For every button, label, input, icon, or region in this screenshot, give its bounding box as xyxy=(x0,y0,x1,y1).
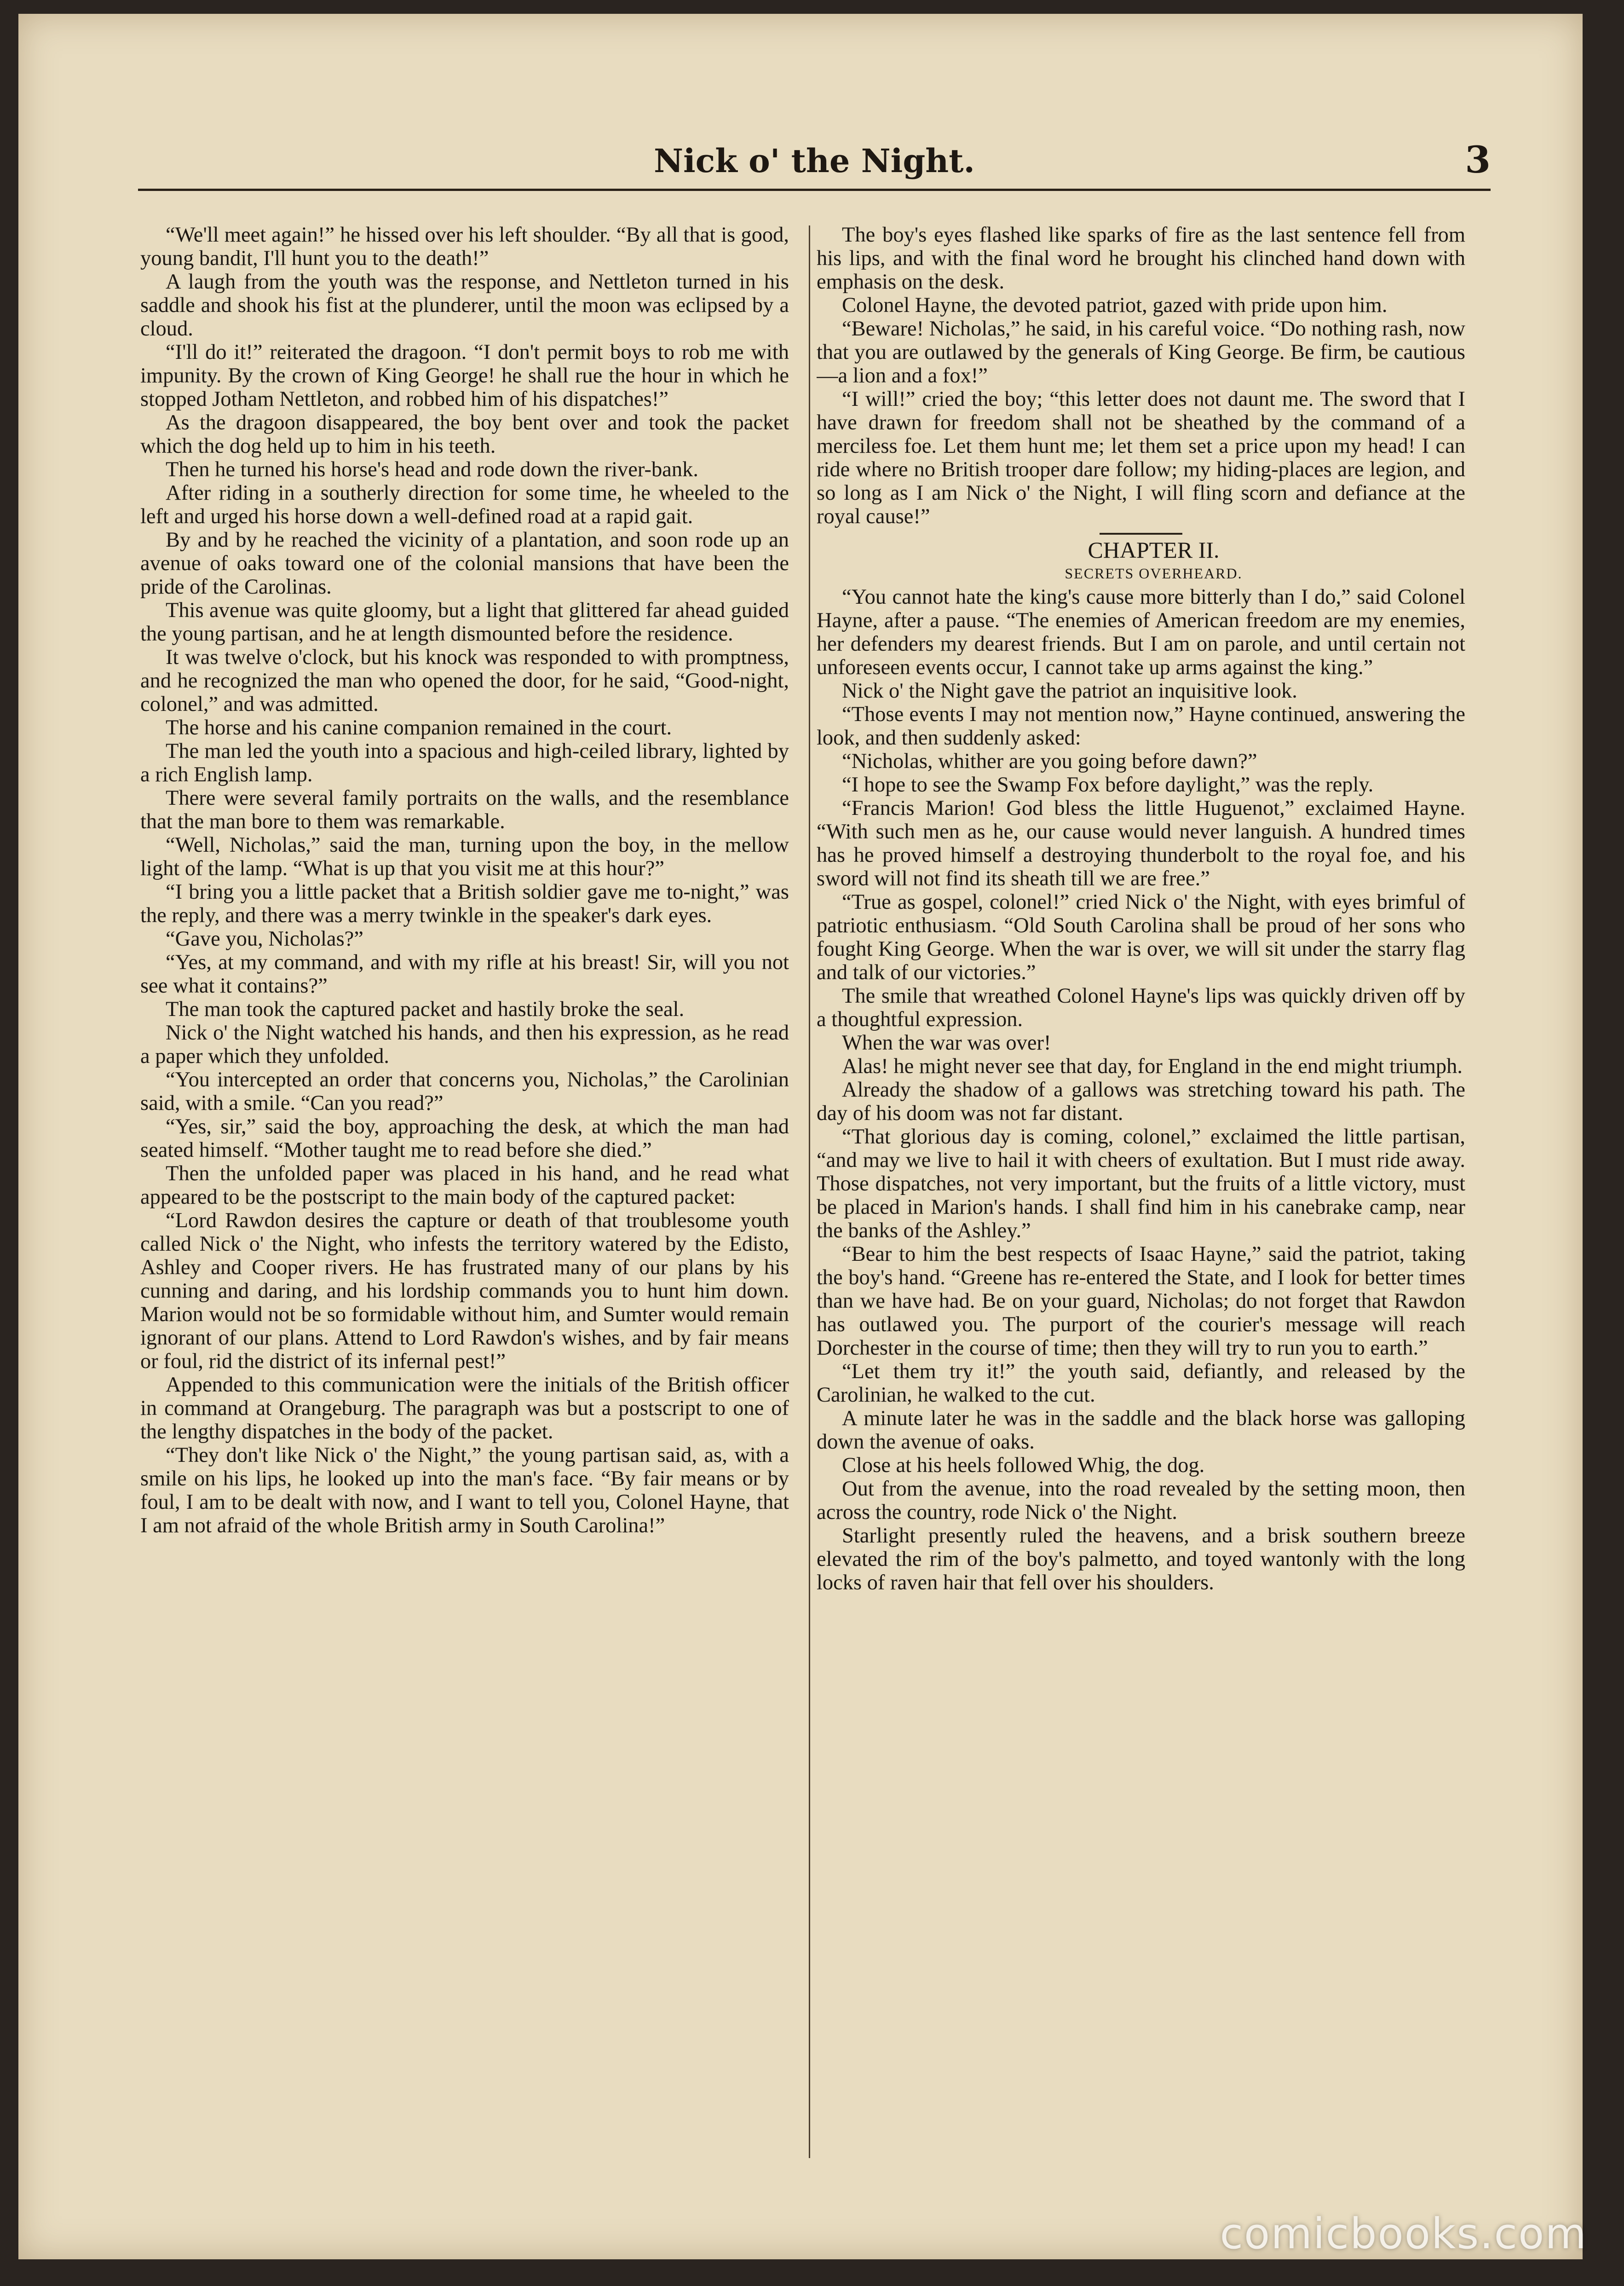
column-right-top xyxy=(817,223,1465,528)
paragraph: A minute later he was in the saddle and the black horse was galloping down the avenue of oaks. xyxy=(817,1407,1465,1454)
paragraph: “Those events I may not mention now,” Hayne continued, answering the look, and then suddenly asked: xyxy=(817,703,1465,750)
paragraph: This avenue was quite gloomy, but a light that glittered far ahead guided the young partisan, and he at length dismounted before the residence. xyxy=(140,599,789,646)
paragraph: “Yes, sir,” said the boy, approaching the desk, at which the man had seated himself. “Mother taught me to read before she died.” xyxy=(140,1115,789,1162)
paragraph: Then he turned his horse's head and rode down the river-bank. xyxy=(166,458,698,481)
paragraph: Already the shadow of a gallows was stretching toward his path. The day of his doom was not far distant. xyxy=(817,1078,1465,1125)
chapter-heading: CHAPTER II. xyxy=(1088,537,1220,563)
paragraph: Appended to this communication were the initials of the British officer in command at Orangeburg. The paragraph was but a postscript to one of the lengthy dispatches in the body of the packet. xyxy=(140,1373,789,1443)
paragraph: “You intercepted an order that concerns you, Nicholas,” the Carolinian said, with a smile. “Can you read?” xyxy=(140,1068,789,1115)
paragraph: The horse and his canine companion remained in the court. xyxy=(166,716,672,739)
paragraph: “Well, Nicholas,” said the man, turning upon the boy, in the mellow light of the lamp. “What is up that you visit me at this hour?” xyxy=(140,833,789,880)
paragraph: “Gave you, Nicholas?” xyxy=(166,927,363,951)
paragraph: “You cannot hate the king's cause more bitterly than I do,” said Colonel Hayne, after a pause. “The enemies of American freedom are my enemies, her defenders my dearest friends. But I am on parole, and until certain not unforeseen events occur, I cannot take up arms against the king.” xyxy=(817,585,1465,679)
paragraph: A laugh from the youth was the response, and Nettleton turned in his saddle and shook his fist at the plunderer, until the moon was eclipsed by a cloud. xyxy=(140,270,789,341)
paragraph: “Bear to him the best respects of Isaac Hayne,” said the patriot, taking the boy's hand. “Greene has re-entered the State, and I look for better times than we have had. Be on your guard, Nicholas; do not forget that Rawdon has outlawed you. The purport of the courier's message will reach Dorchester in the course of time; then they will try to run you to earth.” xyxy=(817,1242,1465,1360)
paragraph: “I bring you a little packet that a British soldier gave me to-night,” was the reply, and there was a merry twinkle in the speaker's dark eyes. xyxy=(140,880,789,927)
column-divider xyxy=(809,225,810,2158)
paragraph: The smile that wreathed Colonel Hayne's lips was quickly driven off by a thoughtful expression. xyxy=(817,984,1465,1031)
text-column-right xyxy=(817,223,1465,2165)
paragraph: By and by he reached the vicinity of a plantation, and soon rode up an avenue of oaks toward one of the colonial mansions that have been the pride of the Carolinas. xyxy=(140,528,789,599)
paragraph: “We'll meet again!” he hissed over his left shoulder. “By all that is good, young bandit, I'll hunt you to the death!” xyxy=(140,223,789,270)
paragraph: “I'll do it!” reiterated the dragoon. “I don't permit boys to rob me with impunity. By the crown of King George! he shall rue the hour in which he stopped Jotham Nettleton, and robbed him of his dispatches!” xyxy=(140,341,789,411)
site-watermark: comicbooks.com xyxy=(1220,2209,1587,2258)
paragraph: “Yes, at my command, and with my rifle at his breast! Sir, will you not see what it contains?” xyxy=(140,951,789,998)
chapter-rule xyxy=(1100,533,1182,535)
paragraph: Nick o' the Night gave the patriot an inquisitive look. xyxy=(842,679,1297,703)
paragraph: Out from the avenue, into the road revealed by the setting moon, then across the country, rode Nick o' the Night. xyxy=(817,1477,1465,1524)
paragraph: “They don't like Nick o' the Night,” the young partisan said, as, with a smile on his lips, he looked up into the man's face. “By fair means or by foul, I am to be dealt with now, and I want to tell you, Colonel Hayne, that I am not afraid of the whole British army in South Carolina!” xyxy=(140,1443,789,1537)
paragraph: “That glorious day is coming, colonel,” exclaimed the little partisan, “and may we live to hail it with cheers of exultation. But I must ride away. Those dispatches, not very important, but the fruits of a little victory, must be placed in Marion's hands. I shall find him in his canebrake camp, near the banks of the Ashley.” xyxy=(817,1125,1465,1242)
text-column-left xyxy=(140,223,789,2165)
paragraph: Colonel Hayne, the devoted patriot, gazed with pride upon him. xyxy=(842,294,1388,317)
paragraph: Then the unfolded paper was placed in his hand, and he read what appeared to be the postscript to the main body of the captured packet: xyxy=(140,1162,789,1209)
paragraph: “Lord Rawdon desires the capture or death of that troublesome youth called Nick o' the Night, who infests the territory watered by the Edisto, Ashley and Cooper rivers. He has frustrated many of our plans by his cunning and daring, and his lordship commands you to hunt him down. Marion would not be so formidable without him, and Sumter would remain ignorant of our plans. Attend to Lord Rawdon's wishes, and by fair means or foul, rid the district of its infernal pest!” xyxy=(140,1209,789,1373)
paragraph: It was twelve o'clock, but his knock was responded to with promptness, and he recognized the man who opened the door, for he said, “Good-night, colonel,” and was admitted. xyxy=(140,646,789,716)
paragraph: When the war was over! xyxy=(842,1031,1051,1055)
running-title: Nick o' the Night. xyxy=(654,142,975,180)
page-number: 3 xyxy=(1465,138,1491,181)
paragraph: Nick o' the Night watched his hands, and then his expression, as he read a paper which they unfolded. xyxy=(140,1021,789,1068)
paragraph: The man led the youth into a spacious and high-ceiled library, lighted by a rich English lamp. xyxy=(140,739,789,786)
paragraph: “Francis Marion! God bless the little Huguenot,” exclaimed Hayne. “With such men as he, our cause would never languish. A hundred times has he proved himself a destroying thunderbolt to the royal foe, and his sword will not find its sheath till we are free.” xyxy=(817,797,1465,890)
paragraph: “True as gospel, colonel!” cried Nick o' the Night, with eyes brimful of patriotic enthusiasm. “Old South Carolina shall be proud of her sons who fought King George. When the war is over, we will sit under the starry flag and talk of our victories.” xyxy=(817,890,1465,984)
paragraph: “Nicholas, whither are you going before dawn?” xyxy=(842,750,1257,773)
paragraph: After riding in a southerly direction for some time, he wheeled to the left and urged his horse down a well-defined road at a rapid gait. xyxy=(140,481,789,528)
paragraph: “I will!” cried the boy; “this letter does not daunt me. The sword that I have drawn for freedom shall not be sheathed by the command of a merciless foe. Let them hunt me; let them set a price upon my head! I can ride where no British trooper dare follow; my hiding-places are legion, and so long as I am Nick o' the Night, I will fling scorn and defiance at the royal cause!” xyxy=(817,387,1465,528)
paragraph: Close at his heels followed Whig, the dog. xyxy=(842,1454,1205,1477)
page-header xyxy=(138,138,1491,191)
paragraph: “Beware! Nicholas,” he said, in his careful voice. “Do nothing rash, now that you are outlawed by the generals of King George. Be firm, be cautious—a lion and a fox!” xyxy=(817,317,1465,387)
paragraph: “Let them try it!” the youth said, defiantly, and released by the Carolinian, he walked to the cut. xyxy=(817,1360,1465,1407)
magazine-page xyxy=(18,14,1583,2259)
paragraph: Alas! he might never see that day, for England in the end might triumph. xyxy=(842,1055,1463,1078)
chapter-subtitle: SECRETS OVERHEARD. xyxy=(1065,565,1243,582)
paragraph: The man took the captured packet and hastily broke the seal. xyxy=(166,998,685,1021)
paragraph: There were several family portraits on the walls, and the resemblance that the man bore to them was remarkable. xyxy=(140,786,789,833)
paragraph: “I hope to see the Swamp Fox before daylight,” was the reply. xyxy=(842,773,1374,797)
column-right-bottom xyxy=(817,585,1465,1594)
paragraph: As the dragoon disappeared, the boy bent over and took the packet which the dog held up to him in his teeth. xyxy=(140,411,789,458)
paragraph: Starlight presently ruled the heavens, and a brisk southern breeze elevated the rim of the boy's palmetto, and toyed wantonly with the long locks of raven hair that fell over his shoulders. xyxy=(817,1524,1465,1594)
paragraph: The boy's eyes flashed like sparks of fire as the last sentence fell from his lips, and with the final word he brought his clinched hand down with emphasis on the desk. xyxy=(817,223,1465,294)
